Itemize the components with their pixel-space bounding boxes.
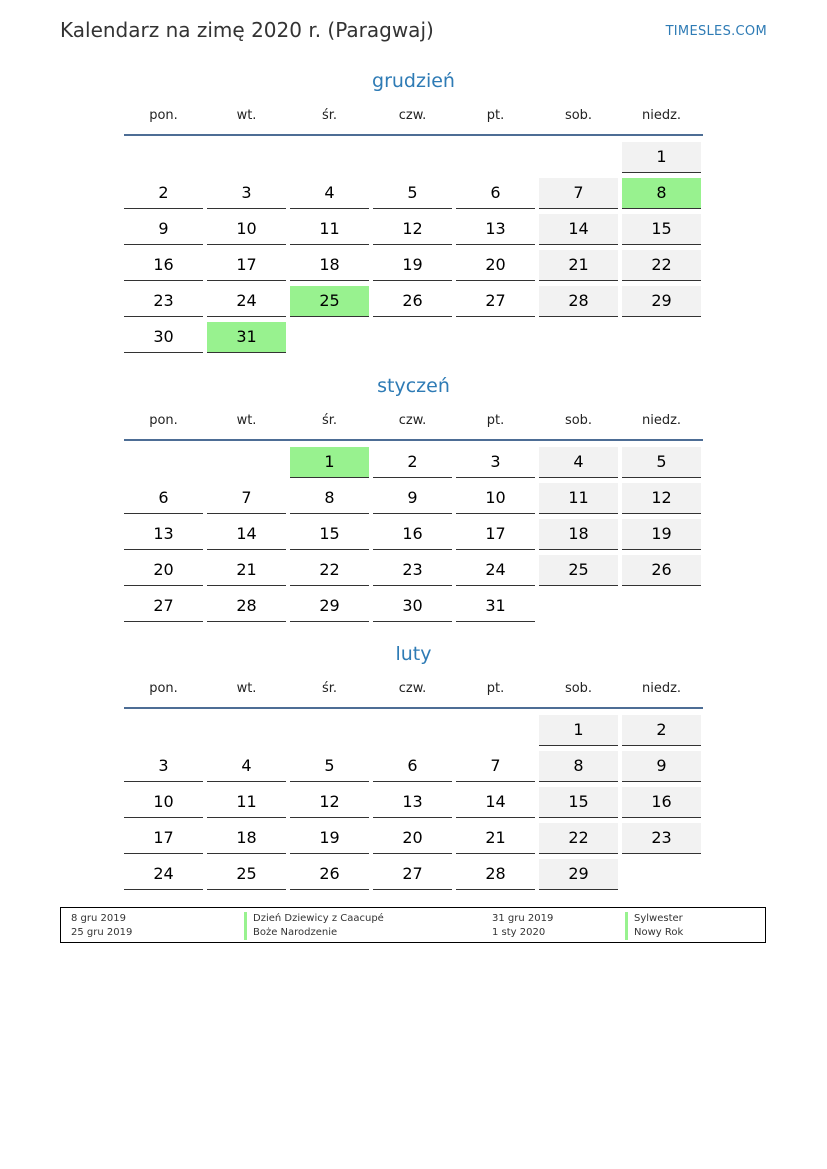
week-row [124,479,703,515]
day-cell: 18 [539,519,618,550]
day-cell: 4 [290,178,369,209]
day-cell: 1 [622,142,701,173]
day-cell: 23 [124,286,203,317]
day-cell: 6 [456,178,535,209]
empty-cell [373,142,452,173]
empty-cell [207,142,286,173]
day-cell: 28 [456,859,535,890]
weekday-header [124,409,703,439]
empty-cell [290,322,369,353]
day-cell: 16 [124,250,203,281]
day-cell: 20 [124,555,203,586]
page-title: Kalendarz na zimę 2020 r. (Paragwaj) [60,18,434,42]
empty-cell [456,715,535,746]
legend-names-left [244,912,384,940]
weekday-label: sob. [564,108,593,123]
empty-cell [124,447,203,478]
weekday-label: czw. [398,413,427,428]
weekday-label: pt. [486,108,505,123]
day-cell: 23 [622,823,701,854]
empty-cell [290,142,369,173]
legend-dates-left [71,912,132,940]
day-cell: 26 [373,286,452,317]
weekday-header [124,677,703,707]
weekday-label: niedz. [641,108,682,123]
day-cell: 24 [207,286,286,317]
empty-cell [622,322,701,353]
day-cell: 31 [456,591,535,622]
day-cell: 15 [290,519,369,550]
day-cell: 19 [290,823,369,854]
week-row [124,855,703,891]
empty-cell [207,715,286,746]
month-calendar [124,371,703,623]
day-cell: 20 [456,250,535,281]
day-cell: 4 [539,447,618,478]
day-cell: 1 [290,447,369,478]
legend-holiday-name: Nowy Rok [625,926,683,940]
day-cell: 27 [373,859,452,890]
day-cell: 17 [207,250,286,281]
day-cell: 9 [124,214,203,245]
day-cell: 26 [290,859,369,890]
day-cell: 18 [207,823,286,854]
empty-cell [207,447,286,478]
day-cell: 22 [539,823,618,854]
day-cell: 8 [290,483,369,514]
day-cell: 9 [373,483,452,514]
week-row [124,318,703,354]
week-row [124,174,703,210]
empty-cell [290,715,369,746]
weekday-label: sob. [564,681,593,696]
day-cell: 20 [373,823,452,854]
day-cell: 15 [622,214,701,245]
brand-link[interactable]: TIMESLES.COM [665,24,767,39]
day-cell: 11 [290,214,369,245]
day-cell: 13 [373,787,452,818]
month-name: luty [395,643,432,665]
empty-cell [456,142,535,173]
day-cell: 17 [124,823,203,854]
day-cell: 19 [622,519,701,550]
day-cell: 3 [456,447,535,478]
day-cell: 3 [207,178,286,209]
legend-date: 8 gru 2019 [71,913,126,924]
day-cell: 24 [456,555,535,586]
day-cell: 22 [622,250,701,281]
day-cell: 21 [456,823,535,854]
weekday-label: pt. [486,681,505,696]
day-cell: 2 [622,715,701,746]
day-cell: 14 [539,214,618,245]
day-cell: 24 [124,859,203,890]
day-cell: 18 [290,250,369,281]
legend-date: 31 gru 2019 [492,913,554,924]
day-cell: 7 [456,751,535,782]
legend-names-right [625,912,683,940]
weekday-label: śr. [321,413,338,428]
week-row [124,711,703,747]
weekday-header [124,104,703,134]
weekday-label: pt. [486,413,505,428]
week-row [124,138,703,174]
empty-cell [622,859,701,890]
week-row [124,515,703,551]
day-cell: 29 [539,859,618,890]
month-name: grudzień [372,70,455,92]
week-row [124,587,703,623]
legend-date: 1 sty 2020 [492,927,546,938]
day-cell: 12 [622,483,701,514]
day-cell: 5 [290,751,369,782]
day-cell: 28 [539,286,618,317]
day-cell: 8 [622,178,701,209]
empty-cell [373,715,452,746]
day-cell: 10 [456,483,535,514]
legend-holiday-name: Dzień Dziewicy z Caacupé [244,912,384,926]
empty-cell [124,142,203,173]
day-cell: 29 [622,286,701,317]
weekday-label: czw. [398,108,427,123]
weekday-label: niedz. [641,681,682,696]
day-cell: 21 [539,250,618,281]
day-cell: 31 [207,322,286,353]
weekday-label: niedz. [641,413,682,428]
day-cell: 12 [373,214,452,245]
day-cell: 25 [539,555,618,586]
day-cell: 25 [207,859,286,890]
day-cell: 16 [622,787,701,818]
month-name: styczeń [377,375,450,397]
empty-cell [539,142,618,173]
month-calendar [124,639,703,891]
day-cell: 15 [539,787,618,818]
day-cell: 8 [539,751,618,782]
day-cell: 25 [290,286,369,317]
empty-cell [622,591,701,622]
weekday-label: śr. [321,681,338,696]
empty-cell [373,322,452,353]
day-cell: 5 [622,447,701,478]
legend-dates-right [492,912,553,940]
day-cell: 19 [373,250,452,281]
day-cell: 26 [622,555,701,586]
weekday-label: wt. [236,108,257,123]
day-cell: 29 [290,591,369,622]
week-row [124,210,703,246]
day-cell: 14 [207,519,286,550]
day-cell: 22 [290,555,369,586]
empty-cell [124,715,203,746]
weekday-label: śr. [321,108,338,123]
holiday-legend [60,907,766,943]
week-row [124,246,703,282]
day-cell: 1 [539,715,618,746]
empty-cell [539,591,618,622]
day-cell: 17 [456,519,535,550]
week-row [124,551,703,587]
day-cell: 13 [124,519,203,550]
legend-holiday-name: Boże Narodzenie [244,926,384,940]
legend-date: 25 gru 2019 [71,927,133,938]
day-cell: 5 [373,178,452,209]
day-cell: 6 [373,751,452,782]
day-cell: 4 [207,751,286,782]
day-cell: 2 [373,447,452,478]
week-row [124,747,703,783]
day-cell: 13 [456,214,535,245]
day-cell: 21 [207,555,286,586]
day-cell: 11 [539,483,618,514]
day-cell: 30 [373,591,452,622]
weekday-label: sob. [564,413,593,428]
weekday-label: czw. [398,681,427,696]
day-cell: 3 [124,751,203,782]
day-cell: 23 [373,555,452,586]
week-row [124,819,703,855]
day-cell: 7 [207,483,286,514]
weekday-label: pon. [149,681,178,696]
weekday-label: wt. [236,413,257,428]
weekday-label: pon. [149,413,178,428]
day-cell: 14 [456,787,535,818]
day-cell: 11 [207,787,286,818]
day-cell: 27 [456,286,535,317]
legend-holiday-name: Sylwester [625,912,683,926]
weekday-label: wt. [236,681,257,696]
day-cell: 9 [622,751,701,782]
month-calendar [124,66,703,354]
empty-cell [456,322,535,353]
day-cell: 16 [373,519,452,550]
weekday-label: pon. [149,108,178,123]
day-cell: 10 [207,214,286,245]
day-cell: 10 [124,787,203,818]
day-cell: 2 [124,178,203,209]
day-cell: 30 [124,322,203,353]
empty-cell [539,322,618,353]
week-row [124,783,703,819]
day-cell: 27 [124,591,203,622]
week-row [124,443,703,479]
day-cell: 7 [539,178,618,209]
day-cell: 12 [290,787,369,818]
day-cell: 28 [207,591,286,622]
week-row [124,282,703,318]
day-cell: 6 [124,483,203,514]
